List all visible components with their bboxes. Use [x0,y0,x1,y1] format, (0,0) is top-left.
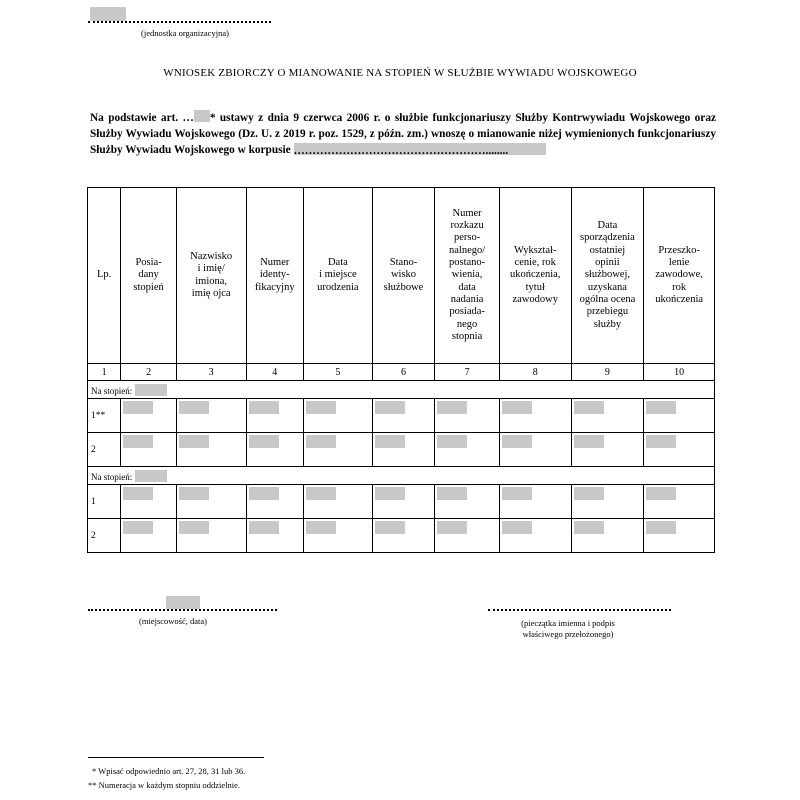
section-row [88,381,715,399]
corps-dots: ……………………………………………........ [293,145,509,157]
column-header-3: Nazwisko i imię/ imiona, imię ojca [176,188,246,364]
table-cell [304,519,373,553]
cell-redaction [375,487,405,500]
cell-redaction [437,487,467,500]
column-header-8: Wykształ- cenie, rok ukończenia, tytuł zawodowy [499,188,571,364]
org-caption: (jednostka organizacyjna) [141,28,229,38]
cell-redaction [123,487,153,500]
column-header-6: Stano- wisko służbowe [372,188,435,364]
table-cell [372,433,435,467]
column-number-3: 3 [176,364,246,381]
table-cell [435,485,500,519]
table-cell [372,485,435,519]
table-cell [435,519,500,553]
candidates-table [87,187,715,553]
cell-redaction [502,521,532,534]
place-redaction [166,596,200,609]
place-date-line [88,609,277,611]
intro-part-2: * ustawy z dnia 9 czerwca 2006 r. o służbie funkcjonariuszy Służby Kontrwywiadu Wojskowego oraz Służby Wywiadu Wojskowego (Dz. U. z 2019 r. poz. 1529, z późn. zm.) wnoszę o mianowanie niżej wymienionych funkcjonariuszy Służby Wywiadu Wojskowego w korpusie [90,112,716,156]
table-cell [435,433,500,467]
section-cell [88,381,715,399]
table-cell [571,399,644,433]
cell-redaction [249,487,279,500]
footnote-1: * Wpisać odpowiednio art. 27, 28, 31 lub 36. [92,766,246,776]
section-cell [88,467,715,485]
table-row [88,485,715,519]
column-header-10: Przeszko- lenie zawodowe, rok ukończenia [644,188,715,364]
row-number: 1** [88,399,121,433]
table-row [88,519,715,553]
table-cell [176,485,246,519]
table-cell [304,485,373,519]
cell-redaction [179,435,209,448]
column-header-1: Lp. [88,188,121,364]
org-name-redaction [90,7,126,21]
cell-redaction [306,521,336,534]
column-number-4: 4 [246,364,304,381]
table-cell [372,519,435,553]
table-cell [121,519,177,553]
intro-paragraph [90,110,716,158]
corps-field [294,143,546,155]
table-cell [499,485,571,519]
org-dotted-line [88,21,271,23]
table-cell [246,519,304,553]
intro-part-1: Na podstawie art. … [90,112,194,124]
signature-caption: (pieczątka imienna i podpis właściwego przełożonego) [521,618,615,639]
document-title: WNIOSEK ZBIORCZY O MIANOWANIE NA STOPIEŃ W SŁUŻBIE WYWIADU WOJSKOWEGO [163,67,637,79]
table-cell [121,399,177,433]
cell-redaction [646,435,676,448]
cell-redaction [574,401,604,414]
rank-redaction [135,470,167,482]
table-cell [571,433,644,467]
table-cell [435,399,500,433]
cell-redaction [123,435,153,448]
signature-line [488,609,671,611]
column-number-7: 7 [435,364,500,381]
table-cell [571,519,644,553]
table-cell [304,433,373,467]
cell-redaction [306,435,336,448]
section-label: Na stopień: [91,385,133,396]
cell-redaction [502,435,532,448]
cell-redaction [502,401,532,414]
column-header-7: Numer rozkazu perso- nalnego/ postano- wienia, data nadania posiada- nego stopnia [435,188,500,364]
cell-redaction [179,521,209,534]
footnote-rule [88,757,264,758]
cell-redaction [574,487,604,500]
table-cell [246,485,304,519]
place-date-caption: (miejscowość, data) [139,616,207,626]
footnote-2: ** Numeracja w każdym stopniu oddzielnie. [88,780,241,790]
cell-redaction [574,521,604,534]
cell-redaction [375,435,405,448]
column-number-1: 1 [88,364,121,381]
table-cell [644,485,715,519]
cell-redaction [646,401,676,414]
row-number: 2 [88,519,121,553]
cell-redaction [249,401,279,414]
table-cell [176,399,246,433]
cell-redaction [574,435,604,448]
column-number-row [88,364,715,381]
cell-redaction [437,435,467,448]
cell-redaction [375,521,405,534]
column-number-5: 5 [304,364,373,381]
cell-redaction [375,401,405,414]
column-number-9: 9 [571,364,644,381]
cell-redaction [646,487,676,500]
cell-redaction [646,521,676,534]
cell-redaction [437,521,467,534]
article-redaction [194,110,210,122]
column-number-10: 10 [644,364,715,381]
column-header-2: Posia- dany stopień [121,188,177,364]
cell-redaction [306,401,336,414]
rank-redaction [135,384,167,396]
row-number: 2 [88,433,121,467]
column-header-5: Data i miejsce urodzenia [304,188,373,364]
cell-redaction [502,487,532,500]
section-row [88,467,715,485]
table-cell [499,399,571,433]
table-cell [246,433,304,467]
table-cell [644,519,715,553]
column-number-8: 8 [499,364,571,381]
row-number: 1 [88,485,121,519]
table-cell [176,519,246,553]
column-number-2: 2 [121,364,177,381]
column-header-4: Numer identy- fikacyjny [246,188,304,364]
table-header-row [88,188,715,364]
table-cell [304,399,373,433]
table-cell [246,399,304,433]
cell-redaction [123,521,153,534]
section-label: Na stopień: [91,471,133,482]
table-row [88,399,715,433]
table-cell [176,433,246,467]
cell-redaction [249,435,279,448]
cell-redaction [437,401,467,414]
column-number-6: 6 [372,364,435,381]
cell-redaction [123,401,153,414]
table-cell [499,519,571,553]
table-cell [372,399,435,433]
table-row [88,433,715,467]
table-cell [499,433,571,467]
cell-redaction [306,487,336,500]
cell-redaction [179,487,209,500]
table-cell [121,433,177,467]
column-header-9: Data sporządzenia ostatniej opinii służbowej, uzyskana ogólna ocena przebiegu służby [571,188,644,364]
cell-redaction [179,401,209,414]
cell-redaction [249,521,279,534]
table-cell [121,485,177,519]
table-cell [644,399,715,433]
table-cell [571,485,644,519]
table-cell [644,433,715,467]
